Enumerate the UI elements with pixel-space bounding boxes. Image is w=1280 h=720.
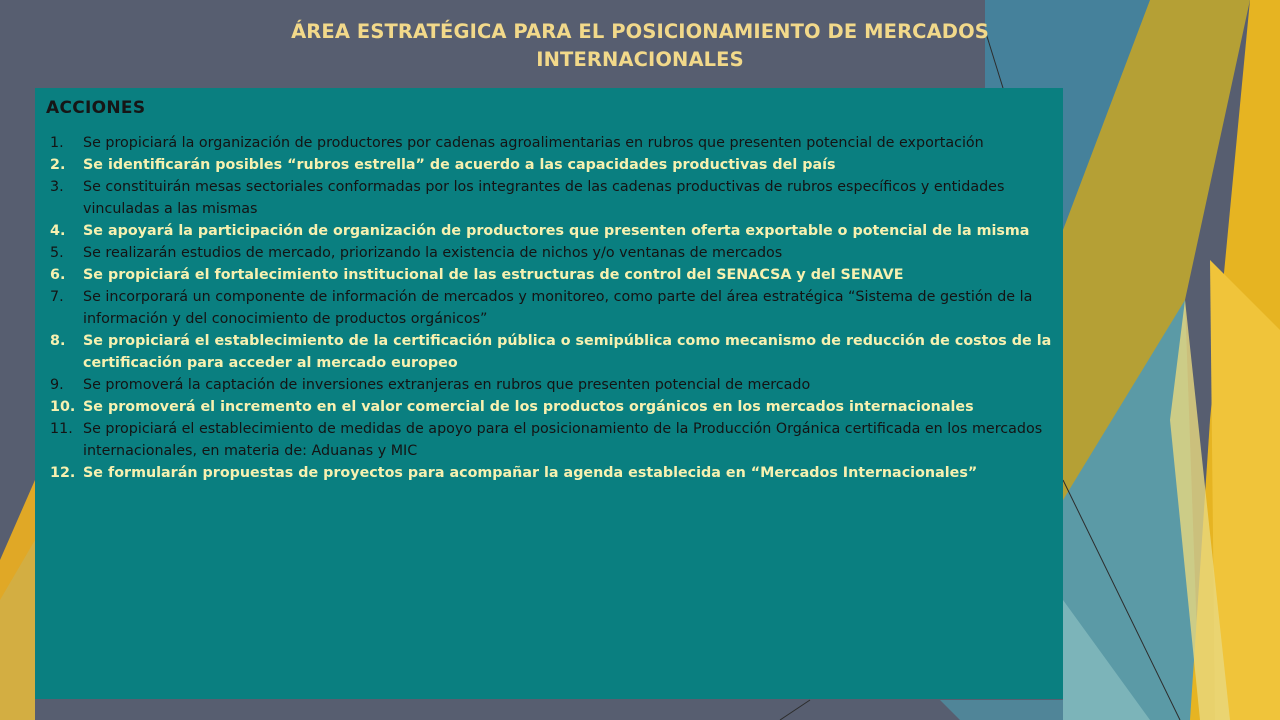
list-item-number: 6.	[50, 267, 66, 283]
list-item	[46, 154, 1053, 176]
actions-list	[46, 132, 1053, 484]
list-item-number: 1.	[50, 135, 64, 151]
list-item-number: 10.	[50, 399, 76, 415]
list-item	[46, 374, 1053, 396]
slide-title: ÁREA ESTRATÉGICA PARA EL POSICIONAMIENTO DE MERCADOS INTERNACIONALES	[291, 20, 989, 71]
list-item	[46, 330, 1053, 374]
list-item-number: 3.	[50, 179, 64, 195]
list-item-text: Se propiciará la organización de productores por cadenas agroalimentarias en rubros que presenten potencial de exportación	[83, 135, 984, 151]
list-item-text: Se formularán propuestas de proyectos para acompañar la agenda establecida en “Mercados Internacionales”	[83, 465, 978, 481]
list-item-number: 5.	[50, 245, 64, 261]
list-item-number: 11.	[50, 421, 73, 437]
list-item-text: Se realizarán estudios de mercado, priorizando la existencia de nichos y/o ventanas de mercados	[83, 245, 783, 261]
list-item	[46, 418, 1053, 462]
list-item	[46, 220, 1053, 242]
list-item-number: 7.	[50, 289, 64, 305]
list-item	[46, 396, 1053, 418]
list-item-text: Se apoyará la participación de organización de productores que presenten oferta exportable o potencial de la misma	[83, 223, 1030, 239]
list-item-number: 2.	[50, 157, 66, 173]
list-item-text: Se propiciará el establecimiento de la certificación pública o semipública como mecanismo de reducción de costos de la certificación para acceder al mercado europeo	[83, 333, 1052, 371]
list-item-text: Se propiciará el establecimiento de medidas de apoyo para el posicionamiento de la Producción Orgánica certificada en los mercados internacionales, en materia de: Aduanas y MIC	[83, 421, 1043, 459]
list-item-text: Se promoverá el incremento en el valor comercial de los productos orgánicos en los mercados internacionales	[83, 399, 974, 415]
list-item	[46, 462, 1053, 484]
list-item-number: 9.	[50, 377, 64, 393]
list-item-text: Se propiciará el fortalecimiento institucional de las estructuras de control del SENACSA y del SENAVE	[83, 267, 904, 283]
list-item-text: Se incorporará un componente de información de mercados y monitoreo, como parte del área estratégica “Sistema de gestión de la información y del conocimiento de productos orgánicos”	[83, 289, 1033, 327]
list-item	[46, 286, 1053, 330]
list-item	[46, 176, 1053, 220]
list-item-number: 8.	[50, 333, 66, 349]
list-item	[46, 264, 1053, 286]
list-item-text: Se constituirán mesas sectoriales conformadas por los integrantes de las cadenas productivas de rubros específicos y entidades vinculadas a las mismas	[83, 179, 1005, 217]
bottom-grey-shape	[940, 700, 1063, 720]
list-item-text: Se promoverá la captación de inversiones extranjeras en rubros que presenten potencial de mercado	[83, 377, 811, 393]
content-panel	[35, 88, 1063, 699]
list-item-number: 12.	[50, 465, 76, 481]
diagonal-line-3	[780, 700, 810, 720]
list-item	[46, 242, 1053, 264]
actions-heading: ACCIONES	[46, 98, 146, 118]
list-item-text: Se identificarán posibles “rubros estrella” de acuerdo a las capacidades productivas del país	[83, 157, 836, 173]
list-item	[46, 132, 1053, 154]
list-item-number: 4.	[50, 223, 66, 239]
